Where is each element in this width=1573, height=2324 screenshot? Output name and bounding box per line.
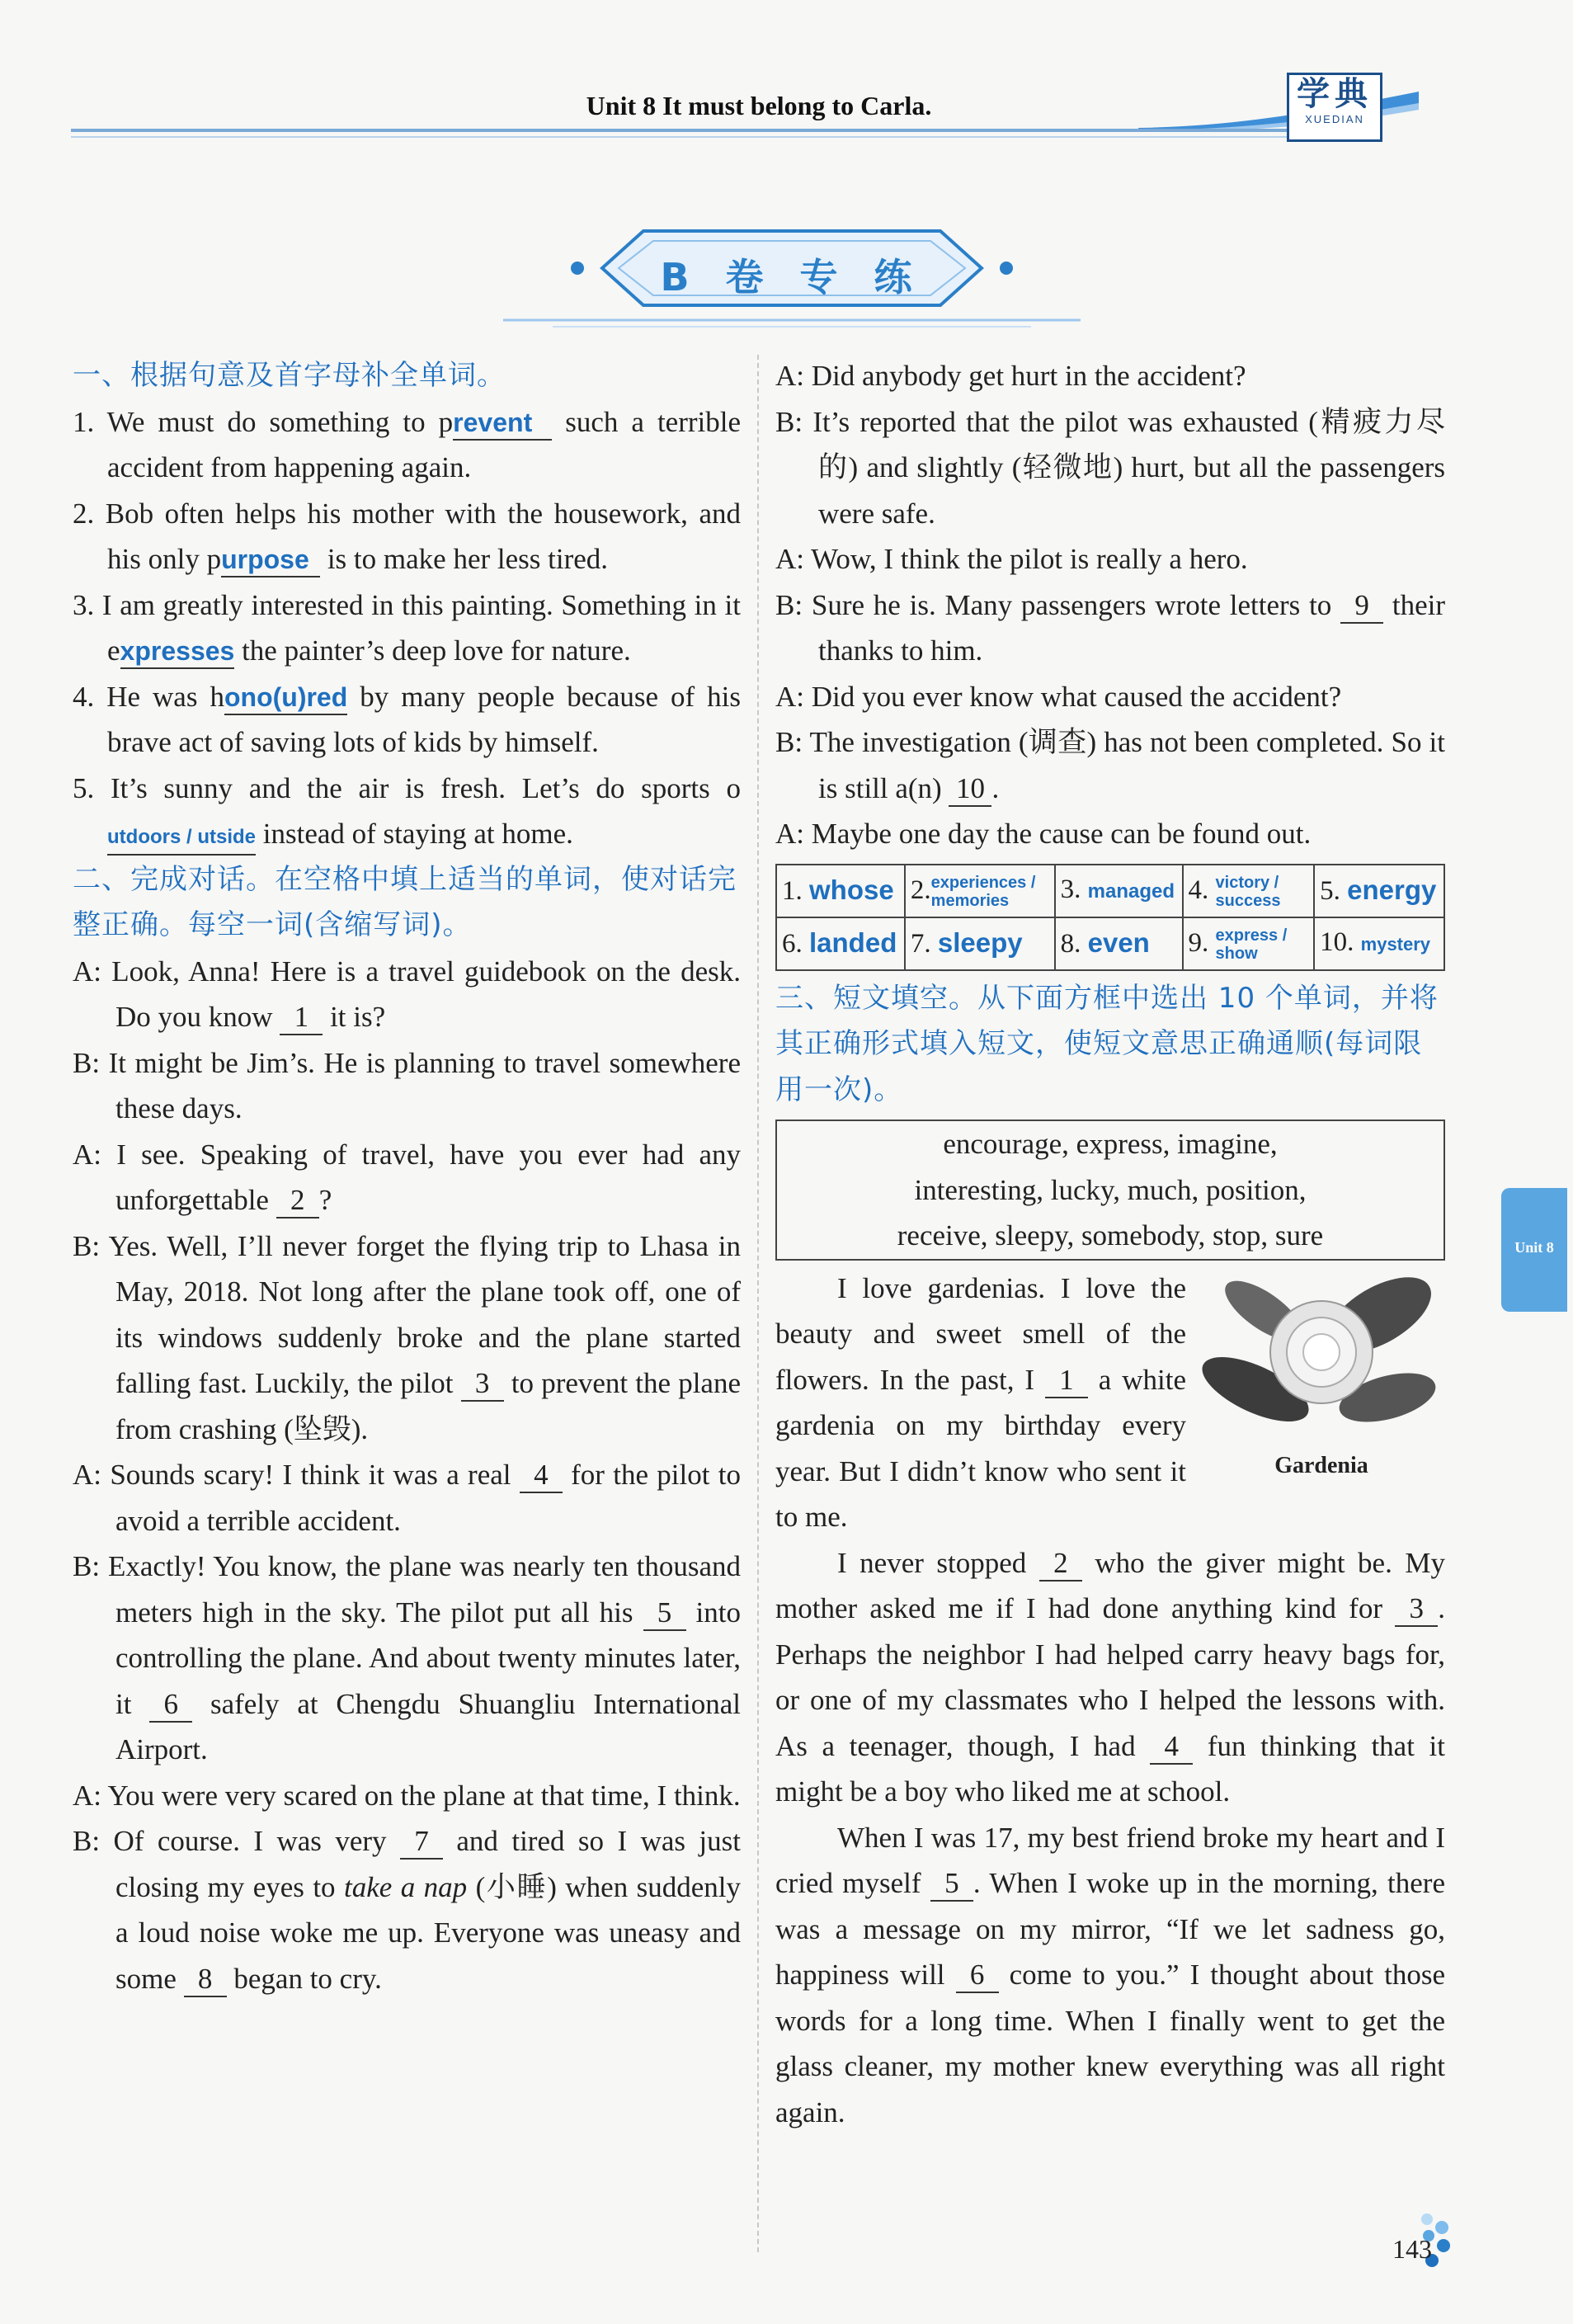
dialogue-line: B: Yes. Well, I’ll never forget the flying trip to Lhasa in May, 2018. Not long after the plane took off, one of its windows suddenly broke and the plane started falling fast. Luckily, the pilot 3 to prevent the plane from crashing (坠毁).	[73, 1229, 742, 1445]
blank-number: 3	[1395, 1592, 1438, 1627]
section-banner	[503, 206, 1081, 330]
dialogue-line: A: Sounds scary! I think it was a real 4 for the pilot to avoid a terrible accident.	[73, 1459, 741, 1537]
answer-blank: revent	[453, 406, 552, 441]
blank-number: 9	[1340, 589, 1383, 624]
unit-side-tab[interactable]	[1501, 1188, 1567, 1312]
blank-number: 6	[149, 1688, 192, 1723]
blank-number: 8	[184, 1963, 227, 1997]
left-column	[73, 353, 741, 2001]
header-title: Unit 8 It must belong to Carla.	[586, 91, 932, 120]
header-rule	[71, 129, 1358, 132]
answer-cell: 6. landed	[776, 917, 905, 970]
dialogue-line: A: You were very scared on the plane at that time, I think.	[73, 1779, 741, 1812]
blank-number: 2	[276, 1184, 319, 1219]
gardenia-illustration	[1198, 1266, 1445, 1439]
part1-heading: 一、根据句意及首字母补全单词。	[73, 359, 506, 392]
dialogue-line: A: Maybe one day the cause can be found out.	[775, 818, 1312, 850]
answer-cell: 9. express / show	[1183, 917, 1315, 970]
dialogue-line: B: It might be Jim’s. He is planning to travel somewhere these days.	[73, 1046, 741, 1124]
blank-number: 7	[400, 1825, 443, 1860]
answer-cell: 5. energy	[1314, 865, 1444, 917]
logo-english-text: XUEDIAN	[1305, 113, 1364, 125]
banner-title: B 卷 专 练	[660, 255, 924, 299]
dialogue-line: B: It’s reported that the pilot was exhausted (精疲力尽的) and slightly (轻微地) hurt, but all the passengers were safe.	[775, 405, 1446, 530]
dialogue-line: A: Did anybody get hurt in the accident?	[775, 360, 1246, 392]
part1-item-1: 1. We must do something to prevent such a terrible accident from happening again.	[73, 405, 741, 483]
column-divider	[757, 355, 759, 2252]
part2-heading: 二、完成对话。在空格中填上适当的单词，使对话完整正确。每空一词(含缩写词)。	[73, 862, 737, 941]
header-rule-thin	[71, 136, 1358, 138]
blank-number: 6	[956, 1959, 999, 1993]
answer-cell: 8. even	[1055, 917, 1183, 970]
side-tab-label: Unit 8	[1514, 1239, 1554, 1256]
answer-blank: urpose	[221, 543, 320, 577]
answer-blank: utdoors / utside	[107, 818, 256, 856]
answer-cell: 2.experiences / memories	[905, 865, 1055, 917]
dialogue-line: A: Wow, I think the pilot is really a hero.	[775, 543, 1248, 575]
word-bank-box	[775, 1120, 1445, 1261]
part1-item-2: 2. Bob often helps his mother with the housework, and his only purpose is to make her less tired.	[73, 491, 741, 582]
dialogue-line: B: Exactly! You know, the plane was nearly ten thousand meters high in the sky. The pilot put all his 5 into controlling the plane. And about twenty minutes later, it 6 safely at Chengdu Shuangliu International Airport.	[73, 1550, 742, 1765]
answer-cell: 3. managed	[1055, 865, 1183, 917]
dialogue-line: B: The investigation (调查) has not been completed. So it is still a(n) 10 .	[775, 719, 1445, 811]
answer-blank: ono(u)red	[224, 681, 347, 715]
blank-number: 2	[1039, 1547, 1082, 1582]
right-column	[775, 353, 1445, 2135]
answer-blank: xpresses	[120, 634, 235, 669]
word-bank-line: encourage, express, imagine,	[943, 1128, 1278, 1160]
blank-number: 5	[643, 1596, 686, 1631]
answer-key-table	[775, 864, 1445, 971]
brand-logo	[1287, 73, 1382, 142]
blank-number: 4	[520, 1459, 563, 1493]
passage-paragraph-3: When I was 17, my best friend broke my heart and I cried myself 5 . When I woke up in the morning, there was a message on my mirror, “If we let sadness go, happiness will 6 come to you.” I thought about those words for a long time. When I finally went to get the glass cleaner, my mother knew everything was all right again.	[775, 1821, 1446, 2128]
word-bank-line: receive, sleepy, somebody, stop, sure	[897, 1219, 1324, 1252]
blank-number: 1	[1045, 1364, 1088, 1398]
dialogue-line: B: Sure he is. Many passengers wrote letters to 9 their thanks to him.	[775, 588, 1445, 667]
answer-cell: 4. victory / success	[1183, 865, 1315, 917]
part1-item-5: 5. It’s sunny and the air is fresh. Let’s do sports outdoors / utside instead of staying at home.	[73, 766, 741, 857]
part1-item-4: 4. He was hono(u)red by many people because of his brave act of saving lots of kids by himself.	[73, 680, 742, 758]
blank-number: 4	[1150, 1730, 1193, 1765]
answer-cell: 1. whose	[776, 865, 905, 917]
dialogue-line: B: Of course. I was very 7 and tired so I was just closing my eyes to take a nap (小睡) when suddenly a loud noise woke me up. Everyone was uneasy and some 8 began to cry.	[73, 1818, 741, 2001]
answer-cell: 10. mystery	[1314, 917, 1444, 970]
blank-number: 3	[461, 1367, 504, 1402]
table-row	[776, 865, 1444, 917]
blank-number: 5	[930, 1867, 973, 1902]
word-bank-line: interesting, lucky, much, position,	[914, 1173, 1307, 1206]
page-number: 143	[1392, 2234, 1432, 2264]
passage-paragraph-2: I never stopped 2 who the giver might be. My mother asked me if I had done anything kind for 3 . Perhaps the neighbor I had helped carry heavy bags for, or one of my classmates who I helped the lessons with. As a teenager, though, I had 4 fun thinking that it might be a boy who liked me at school.	[775, 1546, 1445, 1808]
gardenia-figure	[1198, 1266, 1445, 1478]
blank-number: 1	[280, 1001, 323, 1035]
figure-caption: Gardenia	[1274, 1453, 1368, 1478]
part3-heading: 三、短文填空。从下面方框中选出 10 个单词，并将其正确形式填入短文，使短文意思正确通顺(每词限用一次)。	[775, 981, 1439, 1106]
dialogue-line: A: Look, Anna! Here is a travel guidebook on the desk. Do you know 1 it is?	[73, 949, 741, 1040]
passage-paragraph-1: I love gardenias. I love the beauty and sweet smell of the flowers. In the past, I 1 a white gardenia on my birthday every year. But I didn’t know who sent it to me.	[775, 1271, 1186, 1533]
logo-chinese-text: 学典	[1297, 75, 1373, 113]
table-row	[776, 917, 1444, 970]
dialogue-line: A: Did you ever know what caused the accident?	[775, 680, 1342, 713]
dialogue-line: A: I see. Speaking of travel, have you ever had any unforgettable 2 ?	[73, 1132, 741, 1223]
answer-cell: 7. sleepy	[905, 917, 1055, 970]
blank-number: 10	[949, 772, 991, 807]
part1-item-3: 3. I am greatly interested in this painting. Something in it expresses the painter’s deep love for nature.	[73, 582, 741, 674]
